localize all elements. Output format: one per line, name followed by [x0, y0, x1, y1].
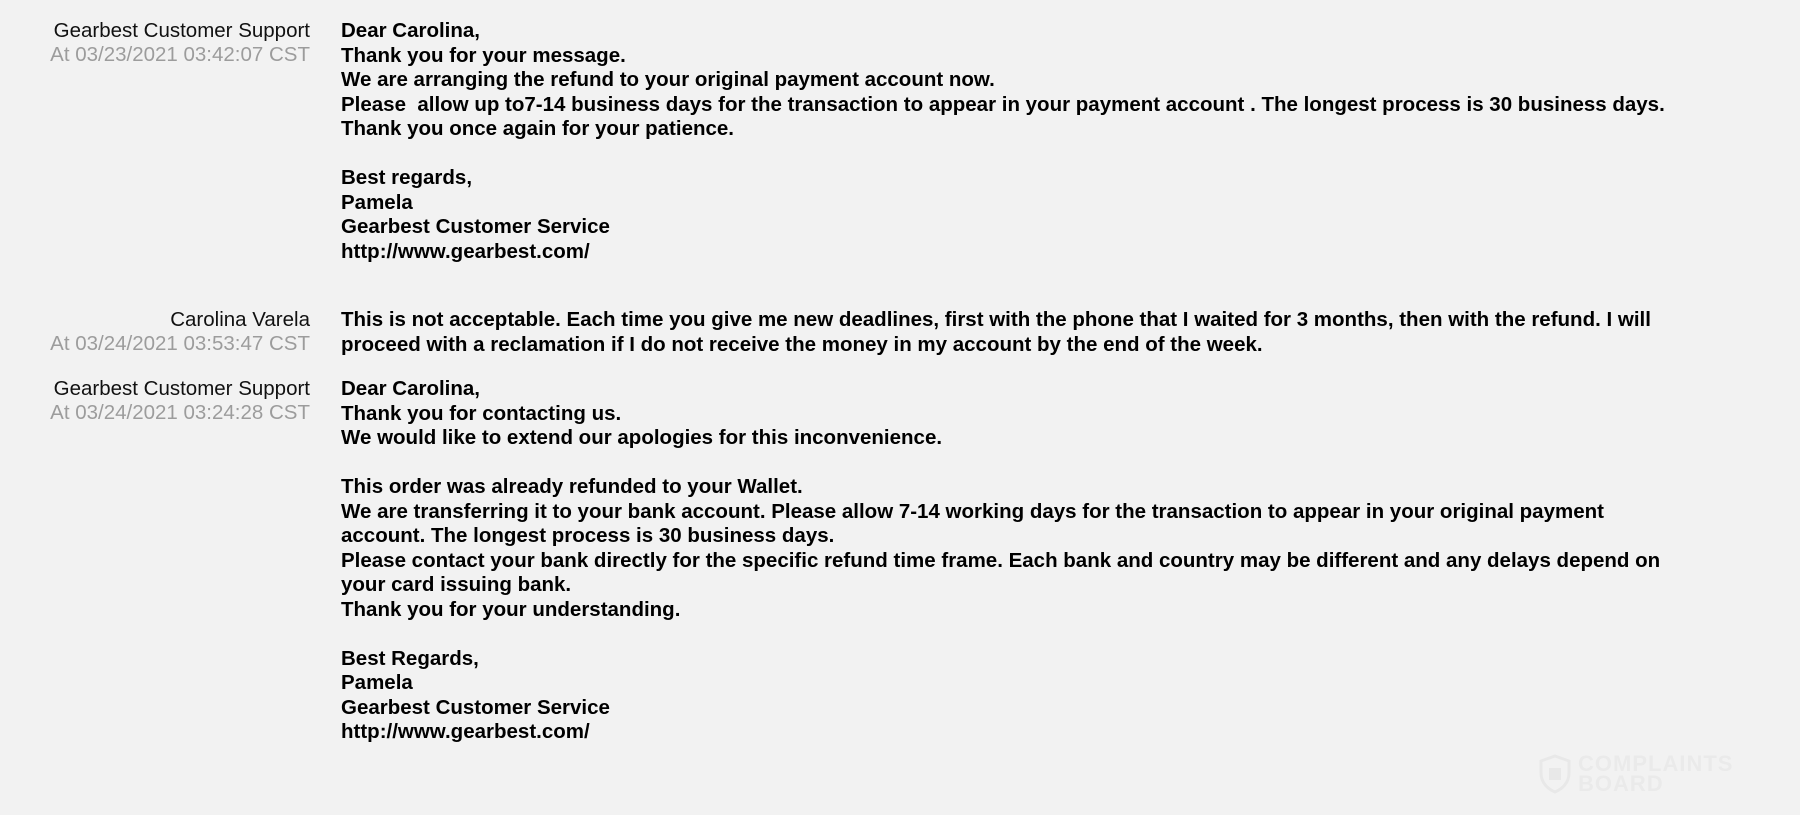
message-author: Gearbest Customer Support: [53, 19, 310, 42]
message-line: Thank you for your understanding.: [341, 597, 681, 621]
message-line: Thank you for your message.: [341, 43, 626, 67]
complaintsboard-watermark: [1538, 752, 1753, 796]
message-line: [341, 451, 1761, 476]
message-line: [341, 142, 1761, 167]
message-line: Dear Carolina,: [341, 19, 480, 42]
message-meta: [0, 19, 310, 67]
message-body: [341, 377, 1761, 745]
message-line: Please allow up to7-14 business days for the transaction to appear in your payment account . The longest process is 30 business days.: [341, 92, 1665, 116]
message-line: Best regards,: [341, 166, 473, 189]
message-line: This order was already refunded to your Wallet.: [341, 475, 803, 498]
message-link: http://www.gearbest.com/: [341, 720, 590, 743]
message-line: your card issuing bank.: [341, 573, 572, 596]
message-line: Thank you once again for your patience.: [341, 117, 734, 140]
message-line: Thank you for contacting us.: [341, 401, 622, 425]
message-line: This is not acceptable. Each time you give me new deadlines, first with the phone that I waited for 3 months, then with the refund. I will: [341, 308, 1651, 331]
watermark-line-1: COMPLAINTS: [1578, 751, 1734, 776]
message-line: [341, 622, 1761, 647]
message-body: [341, 308, 1761, 357]
message-meta: [0, 308, 310, 356]
message-line: proceed with a reclamation if I do not receive the money in my account by the end of the week.: [341, 332, 1263, 356]
message-author: Carolina Varela: [170, 308, 310, 331]
message-body: [341, 19, 1761, 264]
message-timestamp: At 03/23/2021 03:42:07 CST: [50, 43, 310, 66]
message-timestamp: At 03/24/2021 03:53:47 CST: [50, 332, 310, 355]
message-link: http://www.gearbest.com/: [341, 239, 590, 263]
message-item: [0, 377, 1800, 745]
message-line: Pamela: [341, 190, 413, 214]
message-line: Gearbest Customer Service: [341, 695, 610, 719]
message-thread: [0, 19, 1800, 745]
message-timestamp: At 03/24/2021 03:24:28 CST: [50, 401, 310, 424]
message-line: We are arranging the refund to your original payment account now.: [341, 68, 995, 91]
watermark-line-2: BOARD: [1578, 771, 1664, 796]
message-line: Gearbest Customer Service: [341, 215, 610, 238]
message-item: [0, 308, 1800, 357]
message-meta: [0, 377, 310, 425]
watermark-text: [1578, 751, 1734, 796]
message-item: [0, 19, 1800, 264]
shield-icon: [1538, 754, 1572, 794]
message-line: We would like to extend our apologies for this inconvenience.: [341, 426, 943, 449]
message-line: We are transferring it to your bank account. Please allow 7-14 working days for the transaction to appear in your original payment: [341, 499, 1604, 523]
message-line: Pamela: [341, 671, 413, 694]
message-line: Please contact your bank directly for the specific refund time frame. Each bank and country may be different and any delays depend on: [341, 548, 1661, 572]
message-line: account. The longest process is 30 business days.: [341, 524, 835, 547]
message-line: Best Regards,: [341, 646, 479, 670]
message-line: Dear Carolina,: [341, 377, 480, 400]
message-author: Gearbest Customer Support: [53, 377, 310, 400]
